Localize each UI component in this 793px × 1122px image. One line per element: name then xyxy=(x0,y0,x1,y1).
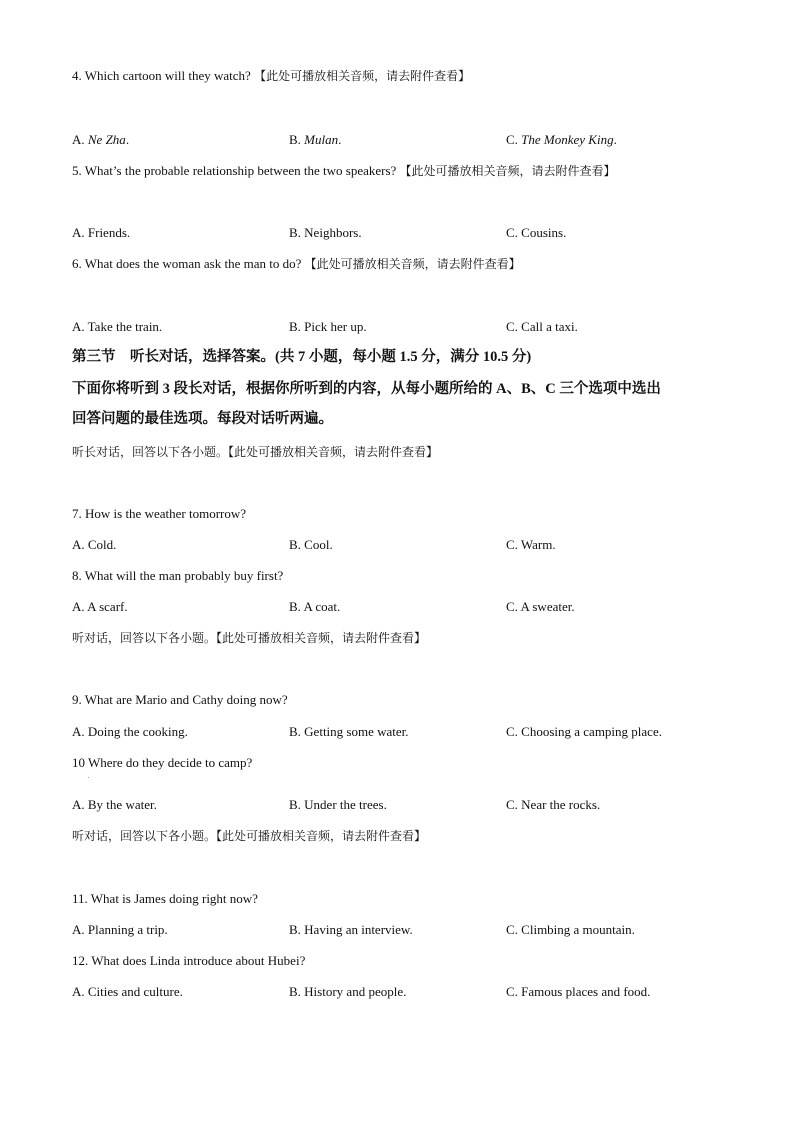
option-b: B. History and people. xyxy=(289,984,407,999)
question-11-stem: 11. What is James doing right now? xyxy=(72,891,258,906)
question-8-stem: 8. What will the man probably buy first? xyxy=(72,568,284,583)
section-3-instruction-line-1: 下面你将听到 3 段长对话，根据你所听到的内容，从每小题所给的 A、B、C 三个选项中选出 xyxy=(72,381,661,397)
option-c: C. Cousins. xyxy=(506,225,567,240)
group-1-intro: 听长对话，回答以下各小题。【此处可播放相关音频，请去附件查看】 xyxy=(72,445,439,459)
option-c: C. Call a taxi. xyxy=(506,319,578,334)
group-2-intro: 听对话，回答以下各小题。【此处可播放相关音频，请去附件查看】 xyxy=(72,631,427,645)
option-b: B. A coat. xyxy=(289,599,341,614)
audio-note: 【此处可播放相关音频，请去附件查看】 xyxy=(254,69,471,83)
option-a: A. By the water. xyxy=(72,797,157,812)
option-b: B. Mulan. xyxy=(289,132,342,147)
option-a: A. Cities and culture. xyxy=(72,984,183,999)
question-5-options xyxy=(0,225,793,241)
option-a: A. Cold. xyxy=(72,537,117,552)
question-11-options xyxy=(0,922,793,938)
option-a: A. Doing the cooking. xyxy=(72,724,188,739)
question-6-stem xyxy=(72,256,521,272)
option-c: C. The Monkey King. xyxy=(506,132,617,147)
audio-note: 【此处可播放相关音频，请去附件查看】 xyxy=(399,164,616,178)
option-c: C. Warm. xyxy=(506,537,556,552)
option-c: C. A sweater. xyxy=(506,599,575,614)
option-b: B. Neighbors. xyxy=(289,225,362,240)
option-c: C. Choosing a camping place. xyxy=(506,724,662,739)
option-a: A. Ne Zha. xyxy=(72,132,130,147)
stray-dot-mark: . xyxy=(88,774,90,780)
option-a: A. A scarf. xyxy=(72,599,128,614)
question-text: 4. Which cartoon will they watch? xyxy=(72,68,251,83)
option-b: B. Cool. xyxy=(289,537,333,552)
option-a: A. Take the train. xyxy=(72,319,163,334)
audio-note: 【此处可播放相关音频，请去附件查看】 xyxy=(304,257,521,271)
question-9-options xyxy=(0,724,793,740)
option-b: B. Pick her up. xyxy=(289,319,367,334)
section-3-title: 第三节 听长对话，选择答案。(共 7 小题，每小题 1.5 分，满分 10.5 分) xyxy=(72,349,532,365)
option-b: B. Under the trees. xyxy=(289,797,387,812)
option-b: B. Having an interview. xyxy=(289,922,413,937)
option-c: C. Climbing a mountain. xyxy=(506,922,635,937)
question-7-options xyxy=(0,537,793,553)
question-12-options xyxy=(0,984,793,1000)
question-8-options xyxy=(0,599,793,615)
option-a: A. Planning a trip. xyxy=(72,922,168,937)
option-c: C. Famous places and food. xyxy=(506,984,651,999)
question-9-stem: 9. What are Mario and Cathy doing now? xyxy=(72,692,288,707)
group-3-intro: 听对话，回答以下各小题。【此处可播放相关音频，请去附件查看】 xyxy=(72,829,427,843)
option-c: C. Near the rocks. xyxy=(506,797,601,812)
question-5-stem xyxy=(72,163,616,179)
section-3-instruction-line-2: 回答问题的最佳选项。每段对话听两遍。 xyxy=(72,411,333,427)
question-text: 6. What does the woman ask the man to do? xyxy=(72,256,302,271)
question-10-stem: 10 Where do they decide to camp? xyxy=(72,755,253,770)
question-7-stem: 7. How is the weather tomorrow? xyxy=(72,506,247,521)
question-4-stem xyxy=(72,68,470,84)
option-a: A. Friends. xyxy=(72,225,131,240)
question-12-stem: 12. What does Linda introduce about Hubei? xyxy=(72,953,306,968)
question-text: 5. What’s the probable relationship between the two speakers? xyxy=(72,163,397,178)
question-10-options xyxy=(0,797,793,813)
question-6-options xyxy=(0,319,793,335)
option-b: B. Getting some water. xyxy=(289,724,409,739)
question-4-options xyxy=(0,132,793,148)
